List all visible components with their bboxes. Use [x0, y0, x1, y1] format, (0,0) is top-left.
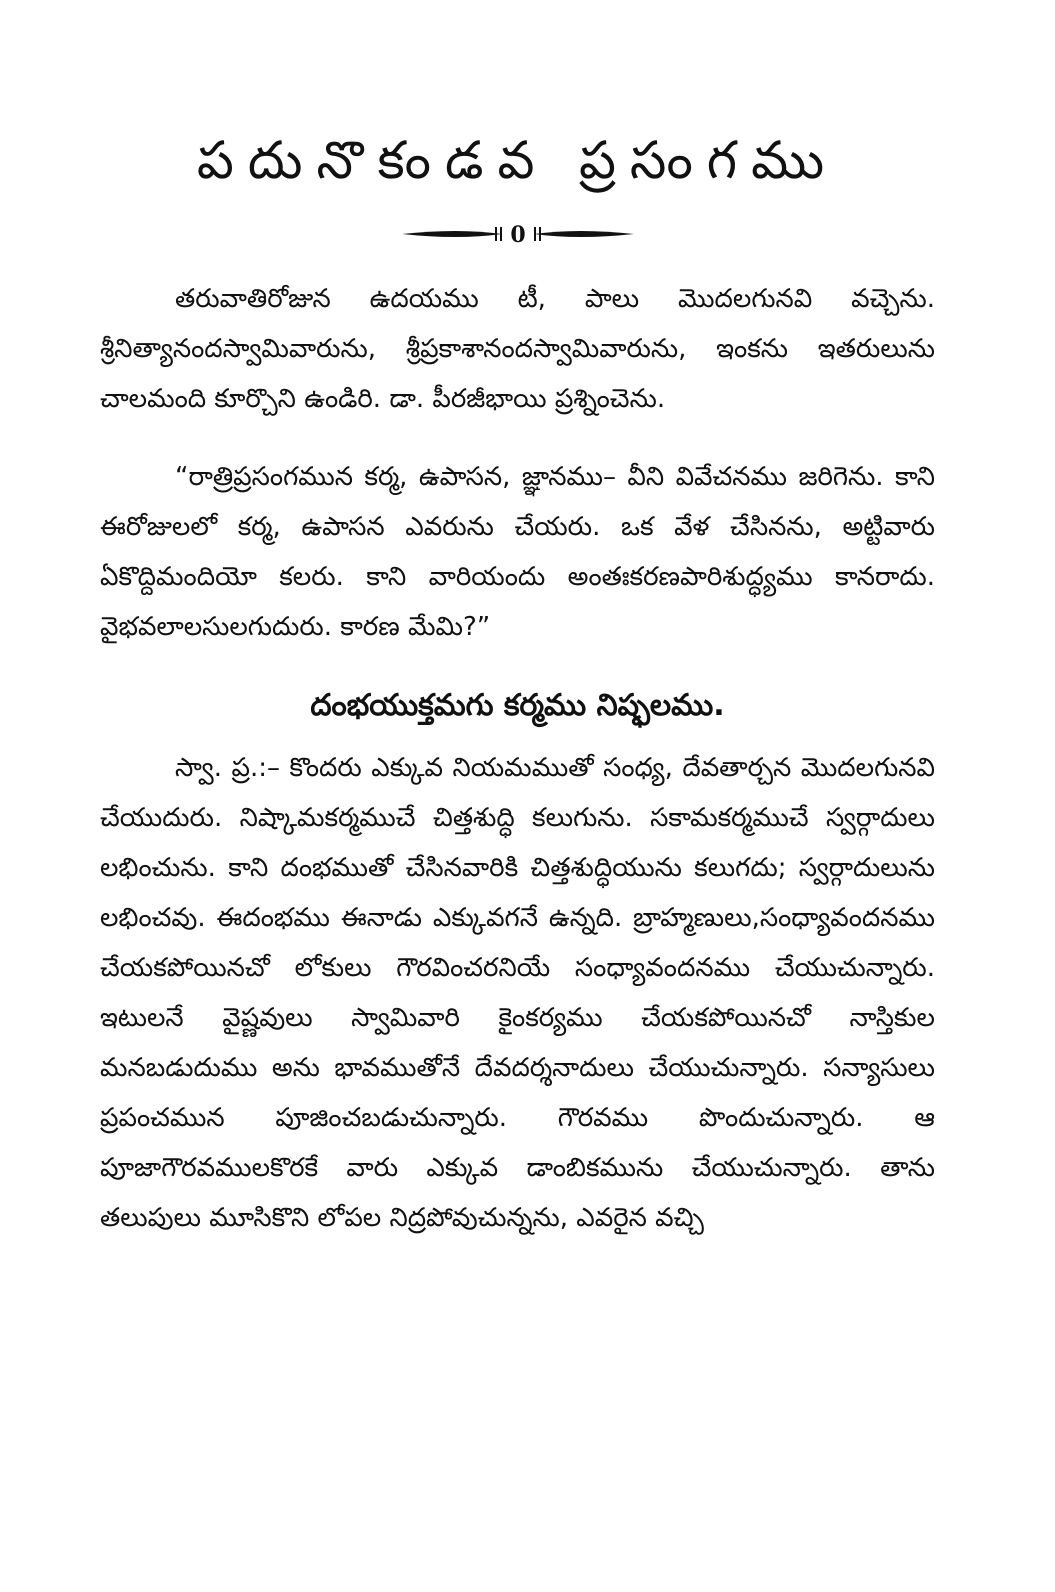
ornament-divider-icon: [398, 222, 638, 246]
paragraph-question: “రాత్రిప్రసంగమున కర్మ, ఉపాసన, జ్ఞానము– వీని వివేచనము జరిగెను. కాని ఈరోజులలో కర్మ, ఉపాసన ఎవరును చేయరు. ఒక వేళ చేసినను, అట్టివారు ఏకొద్దిమందియో కలరు. కాని వారియందు అంతఃకరణపారిశుద్ధ్యము కానరాదు. వైభవలాలసులగుదురు. కారణ మేమి?”: [100, 462, 935, 643]
title-ornament: [100, 222, 935, 246]
paragraph-answer: స్వా. ప్ర.:– కొందరు ఎక్కువ నియమముతో సంధ్య, దేవతార్చన మొదలగునవి చేయుదురు. నిష్కామకర్మముచే చిత్తశుద్ధి కలుగును. సకామకర్మముచే స్వర్గాదులు లభించును. కాని దంభముతో చేసినవారికి చిత్తశుద్ధియును కలుగదు; స్వర్గాదులును లభించవు. ఈదంభము ఈనాడు ఎక్కువగనే ఉన్నది. బ్రాహ్మణులు,సంధ్యావందనము చేయకపోయినచో లోకులు గౌరవించరనియే సంధ్యావందనము చేయుచున్నారు. ఇటులనే వైష్ణవులు స్వామివారి కైంకర్యము చేయకపోయినచో నాస్తికుల మనబడుదుము అను భావముతోనే దేవదర్శనాదులు చేయుచున్నారు. సన్యాసులు ప్రపంచమున పూజించబడుచున్నారు. గౌరవము పొందుచున్నారు. ఆ పూజాగౌరవములకొరకే వారు ఎక్కువ డాంబికమును చేయుచున్నారు. తాను తలుపులు మూసికొని లోపల నిద్రపోవుచున్నను, ఎవరైన వచ్చి: [100, 753, 935, 1234]
chapter-title: పదునొకండవ ప్రసంగము: [196, 131, 839, 191]
ornament-text: 0: [509, 222, 526, 247]
paragraph-intro: తరువాతిరోజున ఉదయము టీ, పాలు మొదలగునవి వచ్చెను. శ్రీనిత్యానందస్వామివారును, శ్రీప్రకాశానందస్వామివారును, ఇంకను ఇతరులును చాలమంది కూర్చొని ఉండిరి. డా. పీరజీభాయి ప్రశ్నించెను.: [100, 284, 935, 415]
section-heading: దంభయుక్తమగు కర్మము నిష్ఫలము.: [310, 688, 725, 724]
